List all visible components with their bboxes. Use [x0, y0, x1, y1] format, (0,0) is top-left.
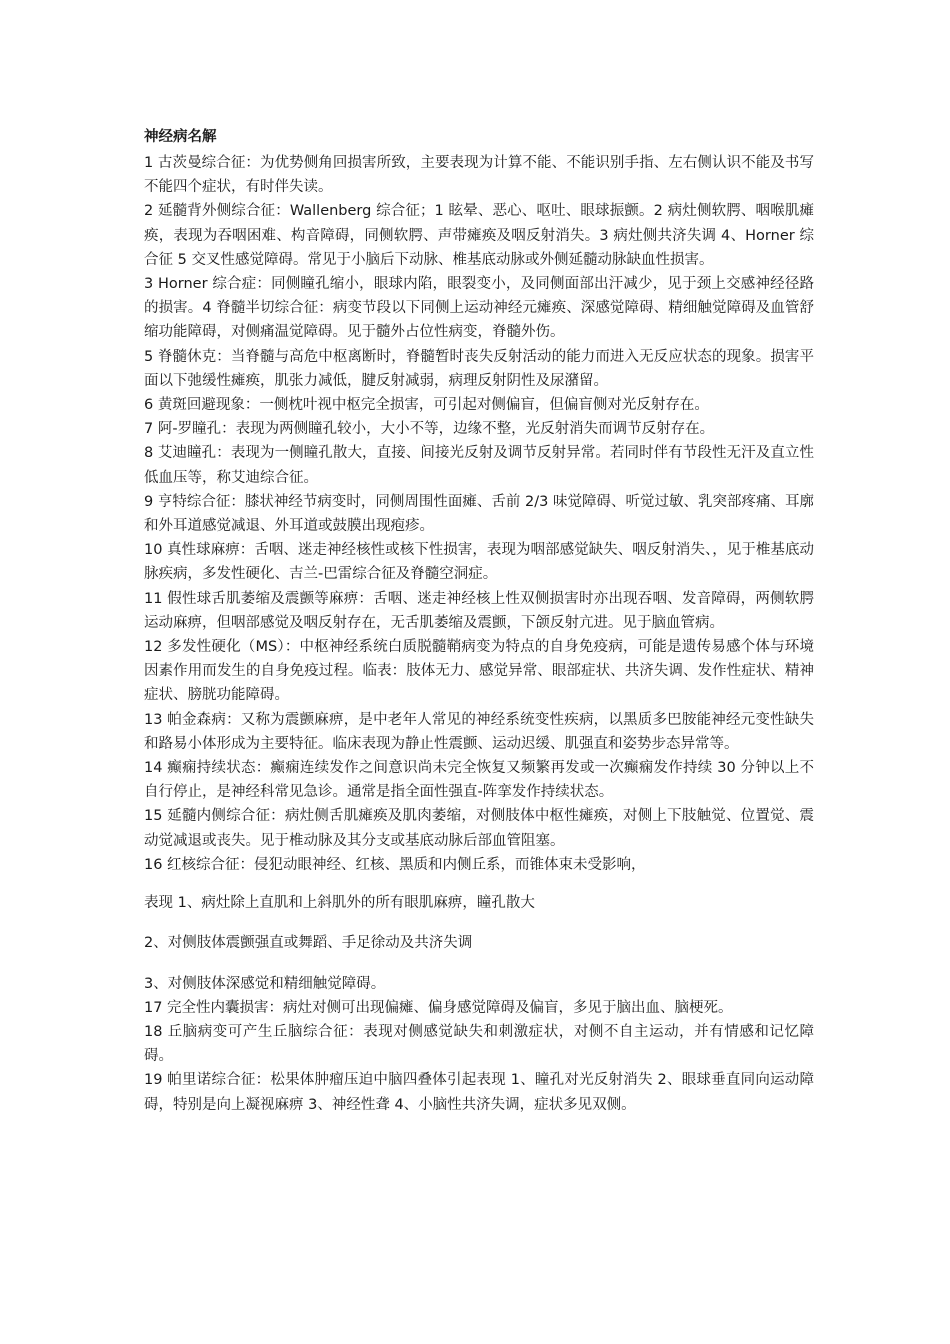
paragraph-16: 16 红核综合征：侵犯动眼神经、红核、黑质和内侧丘系，而锥体束未受影响，: [144, 856, 646, 873]
paragraph-12: 12 多发性硬化（MS）：中枢神经系统白质脱髓鞘病变为特点的自身免疫病，可能是遗传易感个体与环境因素作用而发生的自身免疫过程。临表：肢体无力、感觉异常、眼部症状、共济失调、发作性症状、精神症状、膀胱功能障碍。: [144, 639, 814, 704]
paragraph-3: 3 Horner 综合症：同侧瞳孔缩小，眼球内陷，眼裂变小，及同侧面部出汗减少，见于颈上交感神经径路的损害。4 脊髓半切综合征：病变节段以下同侧上运动神经元瘫痪、深感觉障碍、精细触觉障碍及血管舒缩功能障碍，对侧痛温觉障碍。见于髓外占位性病变，脊髓外伤。: [144, 276, 814, 341]
paragraph-17: 17 完全性内囊损害：病灶对侧可出现偏瘫、偏身感觉障碍及偏盲，多见于脑出血、脑梗死。: [144, 999, 733, 1016]
document-title: 神经病名解: [144, 129, 217, 145]
paragraph-13: 13 帕金森病：又称为震颤麻痹，是中老年人常见的神经系统变性疾病，以黑质多巴胺能神经元变性缺失和路易小体形成为主要特征。临床表现为静止性震颤、运动迟缓、肌强直和姿势步态异常等。: [144, 711, 814, 752]
paragraph-15: 15 延髓内侧综合征：病灶侧舌肌瘫痪及肌肉萎缩，对侧肢体中枢性瘫痪，对侧上下肢触觉、位置觉、震动觉减退或丧失。见于椎动脉及其分支或基底动脉后部血管阻塞。: [144, 808, 814, 849]
document-page: [144, 127, 814, 1117]
paragraph-14: 14 癫痫持续状态：癫痫连续发作之间意识尚未完全恢复又频繁再发或一次癫痫发作持续 30 分钟以上不自行停止，是神经科常见急诊。通常是指全面性强直-阵挛发作持续状态。: [144, 760, 814, 801]
paragraph-1: 1 古茨曼综合征：为优势侧角回损害所致，主要表现为计算不能、不能识别手指、左右侧认识不能及书写不能四个症状，有时伴失读。: [144, 155, 814, 196]
paragraph-11: 11 假性球舌肌萎缩及震颤等麻痹：舌咽、迷走神经核上性双侧损害时亦出现吞咽、发音障碍，两侧软腭运动麻痹，但咽部感觉及咽反射存在，无舌肌萎缩及震颤，下颌反射亢进。见于脑血管病。: [144, 590, 814, 631]
paragraph-10: 10 真性球麻痹：舌咽、迷走神经核性或核下性损害，表现为咽部感觉缺失、咽反射消失、，见于椎基底动脉疾病，多发性硬化、吉兰-巴雷综合征及脊髓空洞症。: [144, 542, 814, 583]
paragraph-5: 5 脊髓休克：当脊髓与高危中枢离断时，脊髓暂时丧失反射活动的能力而进入无反应状态的现象。损害平面以下弛缓性瘫痪，肌张力减低，腱反射减弱，病理反射阴性及尿潴留。: [144, 348, 814, 389]
paragraph-18: 18 丘脑病变可产生丘脑综合征：表现对侧感觉缺失和刺激症状，对侧不自主运动，并有情感和记忆障碍。: [144, 1023, 814, 1065]
paragraph-2: 2 延髓背外侧综合征：Wallenberg 综合征；1 眩晕、恶心、呕吐、眼球振颤。2 病灶侧软腭、咽喉肌瘫痪，表现为吞咽困难、构音障碍，同侧软腭、声带瘫痪及咽反射消失。3 病灶侧共济失调 4、Horner 综合征 5 交叉性感觉障碍。常见于小脑后下动脉、椎基底动脉或外侧延髓动脉缺血性损害。: [144, 203, 814, 268]
paragraph-9: 9 亨特综合征：膝状神经节病变时，同侧周围性面瘫、舌前 2/3 味觉障碍、听觉过敏、乳突部疼痛、耳廓和外耳道感觉减退、外耳道或鼓膜出现疱疹。: [144, 493, 814, 535]
paragraph-6: 6 黄斑回避现象：一侧枕叶视中枢完全损害，可引起对侧偏盲，但偏盲侧对光反射存在。: [144, 397, 709, 414]
paragraph-8: 8 艾迪瞳孔：表现为一侧瞳孔散大，直接、间接光反射及调节反射异常。若同时伴有节段性无汗及直立性低血压等，称艾迪综合征。: [144, 445, 814, 486]
list-item-3: 3、对侧肢体深感觉和精细触觉障碍。: [144, 975, 386, 992]
paragraph-7: 7 阿-罗瞳孔：表现为两侧瞳孔较小，大小不等，边缘不整，光反射消失而调节反射存在。: [144, 421, 715, 438]
paragraph-19: 19 帕里诺综合征：松果体肿瘤压迫中脑四叠体引起表现 1、瞳孔对光反射消失 2、眼球垂直同向运动障碍，特别是向上凝视麻痹 3、神经性聋 4、小脑性共济失调，症状多见双侧。: [144, 1072, 814, 1113]
list-item-1: 表现 1、病灶除上直肌和上斜肌外的所有眼肌麻痹，瞳孔散大: [144, 895, 535, 912]
list-item-2: 2、对侧肢体震颤强直或舞蹈、手足徐动及共济失调: [144, 935, 473, 952]
